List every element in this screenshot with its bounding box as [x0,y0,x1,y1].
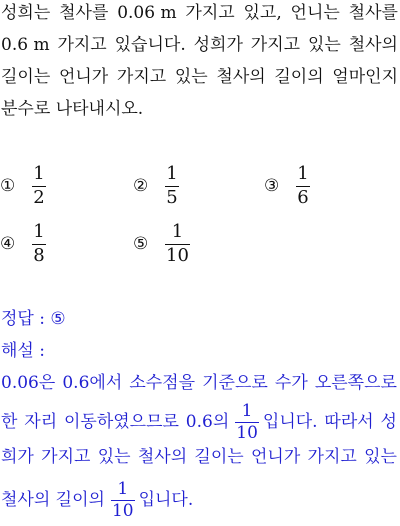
explanation-label [1,340,397,362]
word: 이동하였으므로 [63,412,179,432]
word: 가지고 [41,447,91,467]
word: 철사를 [59,3,109,23]
word: 분수로 [1,99,51,119]
word: 0.06은 [1,373,56,393]
answer-line [1,308,397,330]
word: 소수점을 [129,373,196,393]
word: 희가 [1,447,34,467]
numerator: 1 [171,221,184,242]
question-line-2 [1,34,398,56]
word: 가지고 [307,447,357,467]
explanation-line-1 [1,372,397,394]
text: 철사의 길이의 [1,490,105,510]
choice-3[interactable] [264,164,310,208]
denominator: 10 [111,501,134,521]
numerator: 1 [166,163,178,184]
fraction-one-tenth [111,480,135,520]
choice-number: ① [0,176,16,196]
choice-4[interactable] [0,222,46,266]
word: 가지고 [185,3,235,23]
word: 가지고 [250,35,301,55]
question-line-4 [1,98,398,120]
word: 철사를 [348,3,398,23]
word: 가지고 [57,35,107,55]
text: 입니다. [138,490,194,510]
explanation-line-2 [1,402,397,442]
choice-number: ② [133,176,149,196]
numerator: 1 [241,401,253,421]
word: 있는 [97,447,131,467]
denominator: 8 [33,245,45,266]
word: 언니가 [250,447,301,467]
word: 얼마인지 [332,67,398,87]
fraction [32,222,46,266]
fraction [165,222,190,266]
choice-5[interactable] [133,222,190,266]
word: 0.06 m [117,3,177,23]
word: 0.6의 [185,412,230,432]
word: 철사의 [348,35,398,55]
word: 길이는 [194,447,244,467]
question-line-1 [1,2,398,24]
word: 0.6 m [1,35,50,55]
word: 성 [380,412,397,432]
word: 가지고 [116,67,167,87]
question-line-3 [1,66,398,88]
choice-1[interactable] [0,164,46,208]
explanation-line-4 [1,480,397,520]
word: 길이는 [1,67,51,87]
word: 있는 [174,67,208,87]
denominator: 10 [166,245,189,266]
explanation-heading: 해설 : [1,341,45,361]
choice-number: ③ [264,176,280,196]
word: 따라서 [324,412,374,432]
denominator: 10 [236,423,258,443]
word: 0.6에서 [62,373,123,393]
word: 있는 [307,35,341,55]
word: 철사의 [137,447,188,467]
choice-number: ④ [0,234,16,254]
word: 나타내시오. [55,99,144,119]
word: 철사의 [216,67,266,87]
choice-2[interactable] [133,164,179,208]
denominator: 5 [166,187,178,208]
word: 자리 [24,412,58,432]
word: 있습니다. [114,35,186,55]
word: 언니는 [290,3,340,23]
answer-value: ⑤ [50,309,66,329]
numerator: 1 [33,221,45,242]
word: 언니가 [58,67,109,87]
numerator: 1 [33,163,45,184]
word: 성희가 [193,35,243,55]
numerator: 1 [297,163,309,184]
denominator: 6 [297,187,309,208]
word: 한 [1,412,18,432]
fraction [296,164,310,208]
choice-number: ⑤ [133,234,149,254]
answer-label: 정답 : [1,309,45,329]
word: 오른쪽으로 [314,373,397,393]
word: 수가 [274,373,308,393]
word: 있고, [243,3,282,23]
word: 성희는 [1,3,51,23]
numerator: 1 [117,479,129,499]
word: 길이의 [274,67,324,87]
denominator: 2 [33,187,45,208]
fraction-one-tenth [235,402,259,442]
fraction [32,164,46,208]
word: 입니다. [262,412,318,432]
explanation-line-3 [1,446,397,468]
fraction [165,164,179,208]
word: 있는 [364,447,397,467]
word: 기준으로 [202,373,268,393]
